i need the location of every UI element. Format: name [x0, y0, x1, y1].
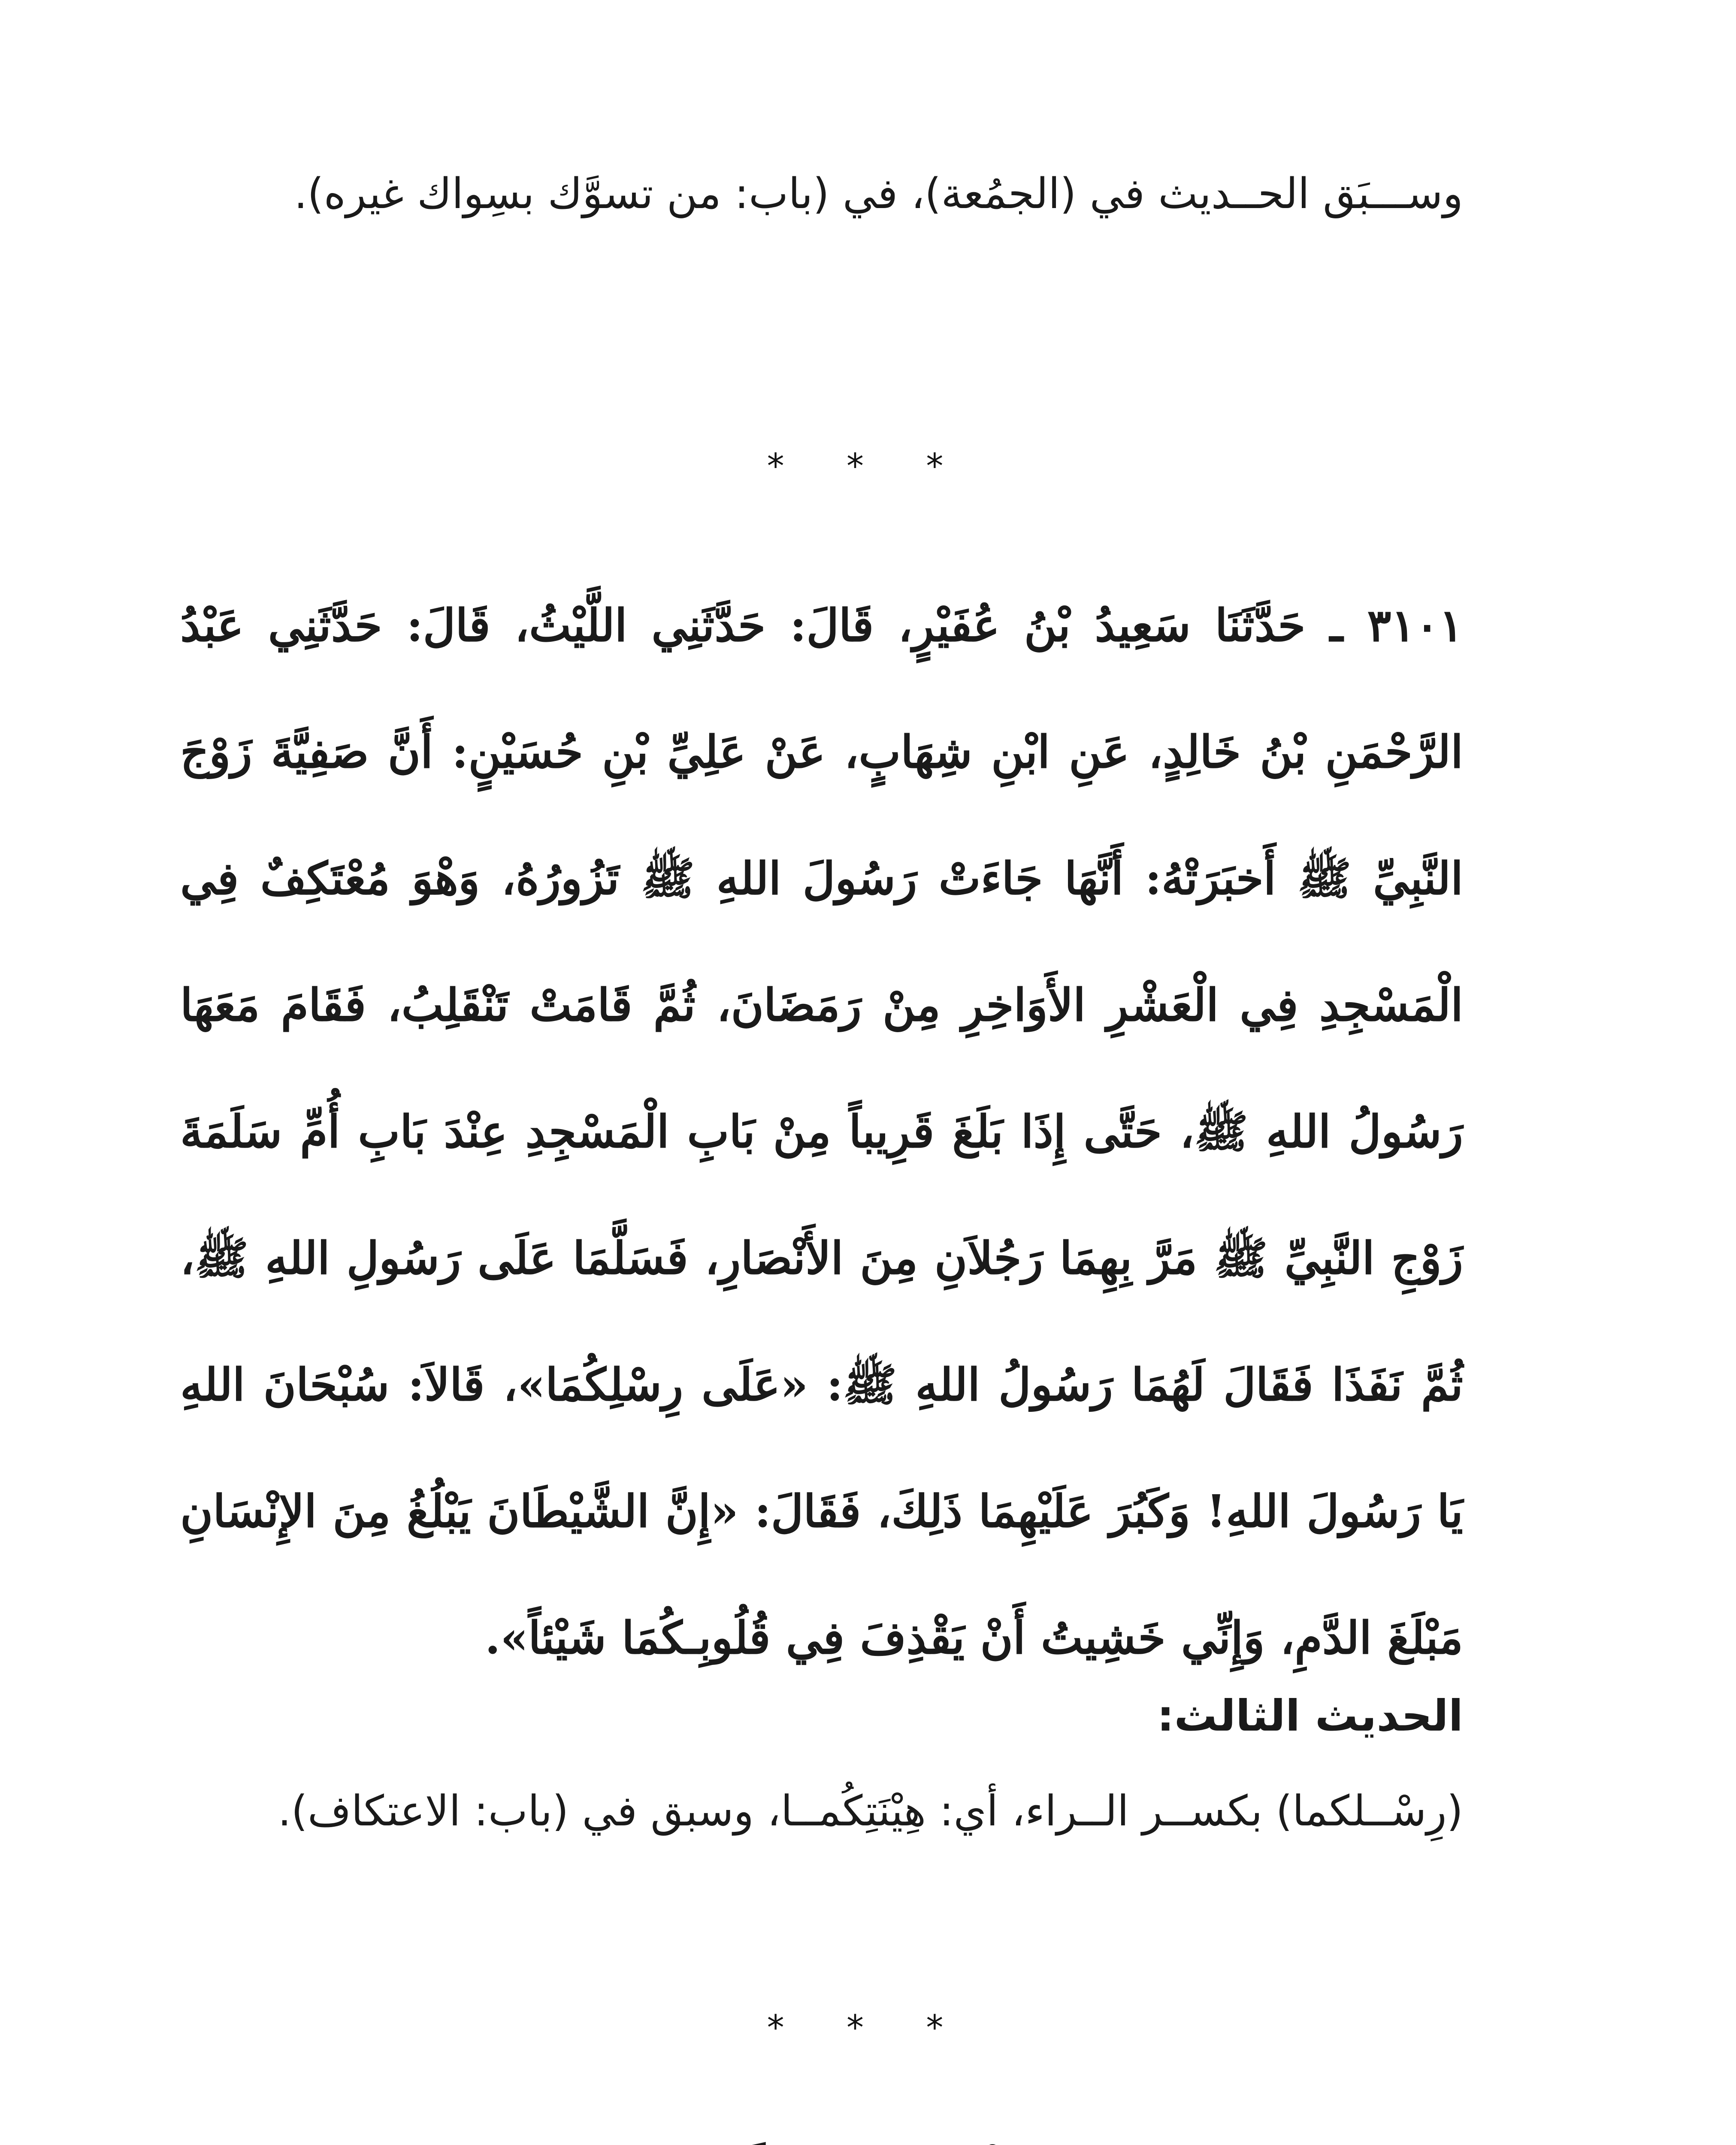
intro-paragraph: وســـبَق الحــديث في (الجمُعة)، في (باب: من تسوَّك بسِواك غيره).	[294, 169, 1463, 218]
hadith-3101-paragraph: ٣١٠١ ـ حَدَّثَنَا سَعِيدُ بْنُ عُفَيْرٍ، قَالَ: حَدَّثَنِي اللَّيْثُ، قَالَ: حَدَّثَنِي عَبْدُ الرَّحْمَنِ بْنُ خَالِدٍ، عَنِ ابْنِ شِهَابٍ، عَنْ عَلِيِّ بْنِ حُسَيْنٍ: أَنَّ صَفِيَّةَ زَوْجَ النَّبِيِّ ﷺ أَخبَرَتْهُ: أَنَّهَا جَاءَتْ رَسُولَ اللهِ ﷺ تَزُورُهُ، وَهْوَ مُعْتَكِفٌ فِي الْمَسْجِدِ فِي الْعَشْرِ الأَوَاخِرِ مِنْ رَمَضَانَ، ثُمَّ قَامَتْ تَنْقَلِبُ، فَقَامَ مَعَهَا رَسُولُ اللهِ ﷺ، حَتَّى إِذَا بَلَغَ قَرِيباً مِنْ بَابِ الْمَسْجِدِ عِنْدَ بَابِ أُمِّ سَلَمَةَ زَوْجِ النَّبِيِّ ﷺ مَرَّ بِهِمَا رَجُلاَنِ مِنَ الأَنْصَارِ، فَسَلَّمَا عَلَى رَسُولِ اللهِ ﷺ، ثُمَّ نَفَذَا فَقَالَ لَهُمَا رَسُولُ اللهِ ﷺ: «عَلَى رِسْلِكُمَا»، قَالاَ: سُبْحَانَ اللهِ يَا رَسُولَ اللهِ! وَكَبُرَ عَلَيْهِمَا ذَلِكَ، فَقَالَ: «إِنَّ الشَّيْطَانَ يَبْلُغُ مِنَ الإِنْسَانِ مَبْلَغَ الدَّمِ، وَإِنِّي خَشِيتُ أَنْ يَقْذِفَ فِي قُلُوبِـكُمَا شَيْئاً».	[180, 599, 1463, 1664]
section-heading: الحديث الثالث:	[1157, 1691, 1463, 1741]
section-divider-second: * * *	[767, 2008, 969, 2048]
commentary-paragraph: (رِسْــلكما) بكســر الــراء، أي: هِيْنَتِكُمــا، وسبق في (باب: الاعتكاف).	[278, 1787, 1463, 1836]
hadith-3102-paragraph	[180, 2115, 1463, 2145]
section-divider-first: * * *	[767, 446, 969, 486]
